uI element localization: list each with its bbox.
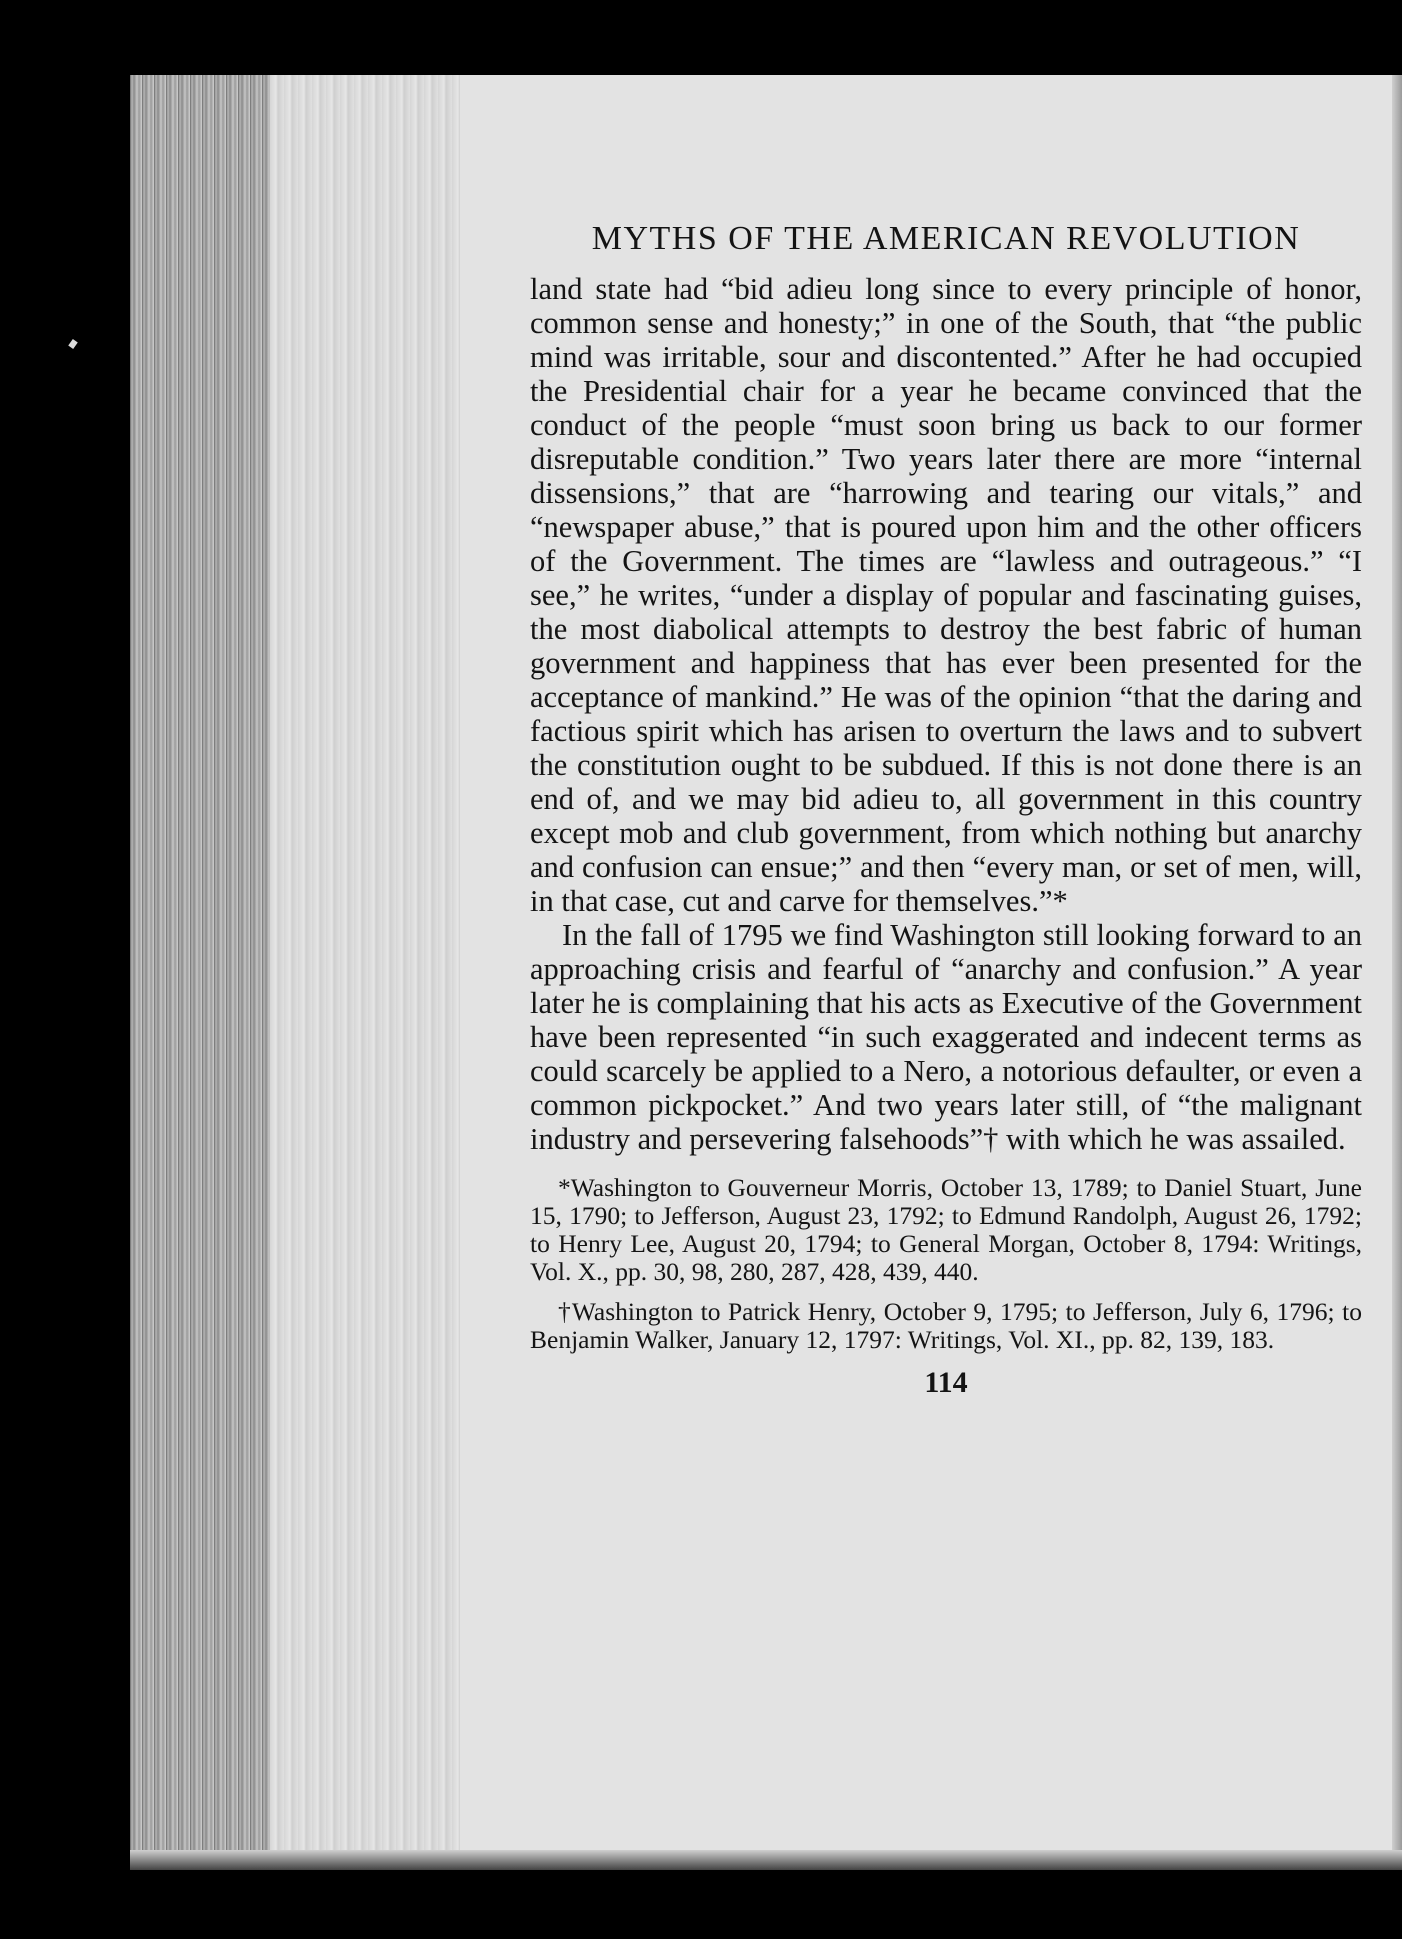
footnotes [530,1174,1362,1354]
footnote: †Washington to Patrick Henry, October 9, 1795; to Jefferson, July 6, 1796; to Benjamin Walker, January 12, 1797: Writings, Vol. XI., pp. 82, 139, 183. [530,1297,1362,1354]
paragraph: land state had “bid adieu long since to every principle of honor, common sense and honesty;” in one of the South, that “the public mind was irritable, sour and discontented.” After he had occupied the Presidential chair for a year he became convinced that the conduct of the people “must soon bring us back to our former disreputable condition.” Two years later there are more “internal dissensions,” that are “harrowing and tearing our vitals,” and “newspaper abuse,” that is poured upon him and the other officers of the Government. The times are “lawless and outrageous.” “I see,” he writes, “under a display of popular and fascinating guises, the most diabolical attempts to destroy the best fabric of human government and happiness that has ever been presented for the acceptance of mankind.” He was of the opinion “that the daring and factious spirit which has arisen to overturn the laws and to subvert the constitution ought to be subdued. If this is not done there is an end of, and we may bid adieu to, all government in this country except mob and club government, from which nothing but anarchy and confusion can ensue;” and then “every man, or set of men, will, in that case, cut and carve for themselves.”* [530,272,1362,918]
body-text [530,272,1362,1156]
page-number: 114 [924,1366,968,1399]
footnote: *Washington to Gouverneur Morris, October 13, 1789; to Daniel Stuart, June 15, 1790; to Jefferson, August 23, 1792; to Edmund Randolph, August 26, 1792; to Henry Lee, August 20, 1794; to General Morgan, October 8, 1794: Writings, Vol. X., pp. 30, 98, 280, 287, 428, 439, 440. [530,1173,1362,1286]
page-edge-bottom [130,1850,1402,1870]
page-edges-left [130,75,270,1870]
page-margin-left [270,75,460,1870]
paragraph: In the fall of 1795 we find Washington still looking forward to an approaching crisis and fearful of “anarchy and confusion.” A year later he is complaining that his acts as Executive of the Government have been represented “in such exaggerated and indecent terms as could scarcely be applied to a Nero, a notorious defaulter, or even a common pickpocket.” And two years later still, of “the malignant industry and persevering falsehoods”† with which he was assailed. [530,918,1362,1156]
running-head: MYTHS OF THE AMERICAN REVOLUTION [591,220,1301,257]
page-edge-right [1392,75,1402,1870]
text-block [530,220,1362,1400]
dust-speck [68,339,78,349]
